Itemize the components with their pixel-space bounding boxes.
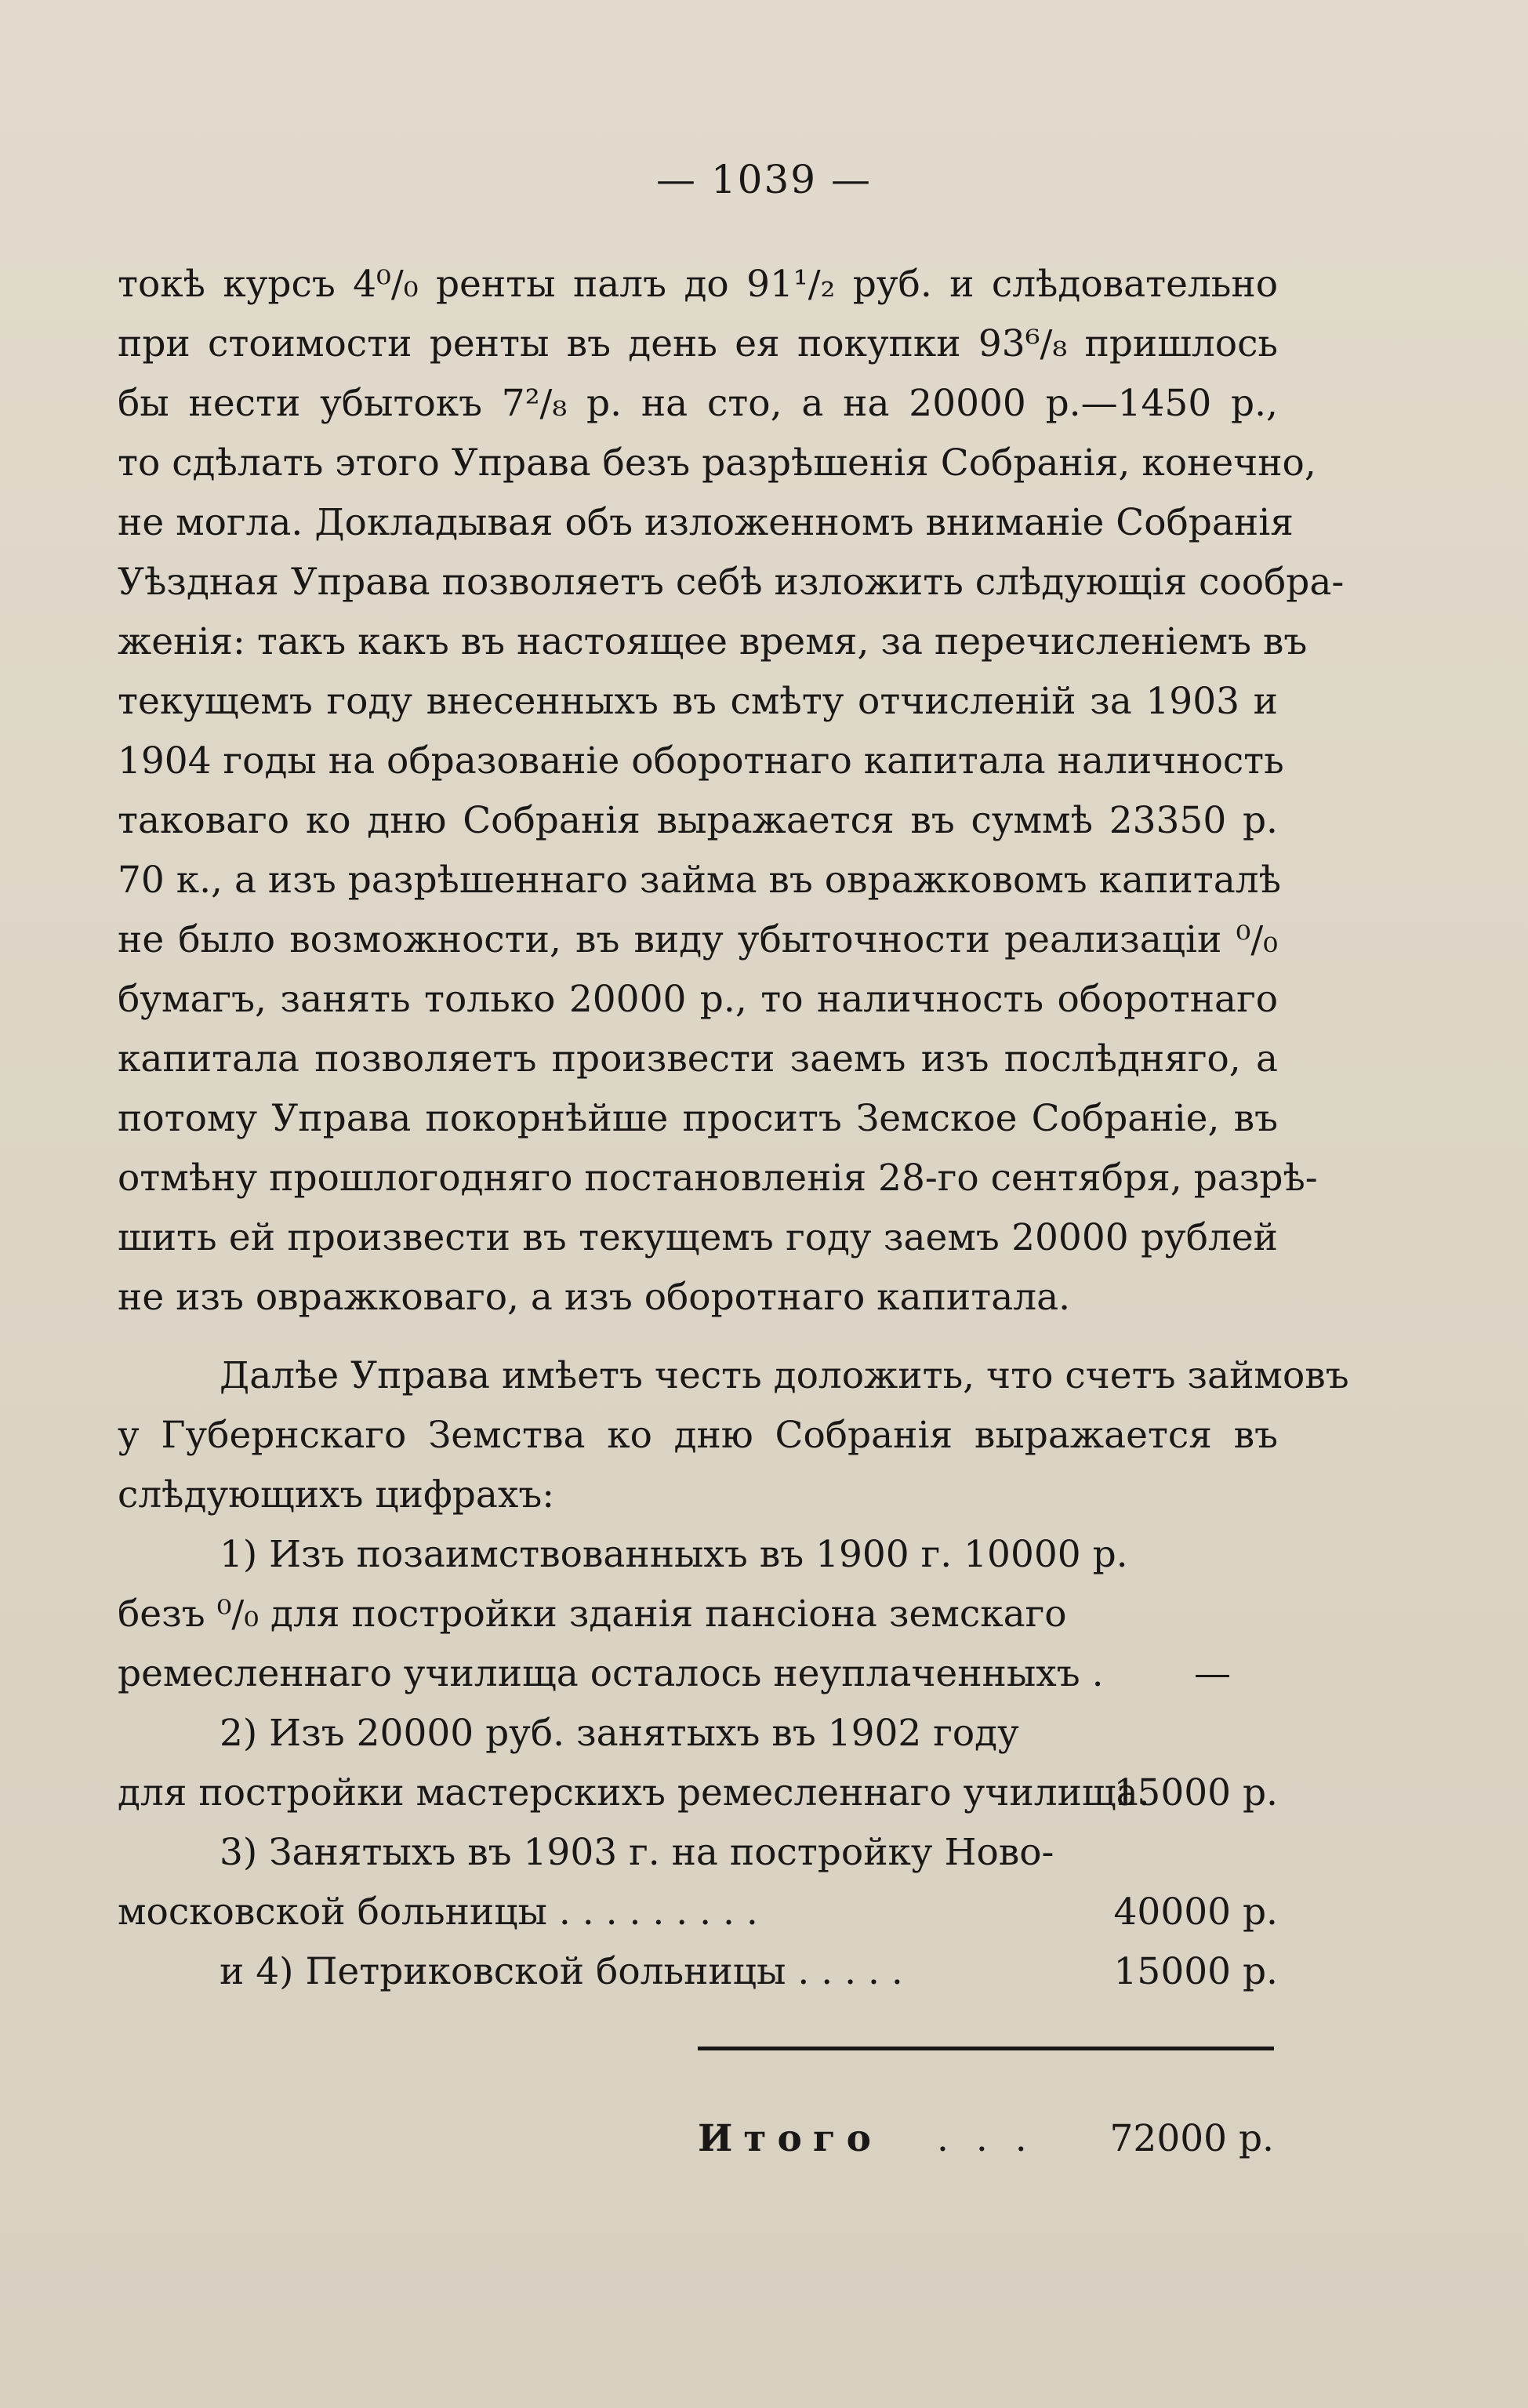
- item-1-line-c: ремесленнаго училища осталось неуплаченныхъ .: [118, 1652, 1104, 1695]
- total-dots: . . .: [937, 2117, 1035, 2160]
- item-1-line-b: безъ ⁰/₀ для постройки зданія пансіона земскаго: [118, 1593, 1067, 1636]
- paragraph1-line: не изъ овражковаго, а изъ оборотнаго капитала.: [118, 1276, 1071, 1319]
- paragraph1-line: таковаго ко дню Собранія выражается въ суммѣ 23350 р.: [118, 799, 1278, 842]
- paragraph2-line: у Губернскаго Земства ко дню Собранія выражается въ: [118, 1414, 1278, 1457]
- paragraph1-line: не могла. Докладывая объ изложенномъ вниманіе Собранія: [118, 501, 1294, 544]
- item-3-line-b: московской больницы . . . . . . . . .: [118, 1890, 758, 1934]
- item-1-line-a: 1) Изъ позаимствованныхъ въ 1900 г. 10000 р.: [220, 1533, 1128, 1576]
- total-amount: 72000 р.: [1109, 2117, 1274, 2160]
- total-row: [0, 2109, 1528, 2169]
- paragraph1-line: токѣ курсъ 4⁰/₀ ренты палъ до 91¹/₂ руб. и слѣдовательно: [118, 263, 1278, 306]
- item-2-amount: 15000 р.: [1113, 1771, 1278, 1814]
- paragraph1-line: 1904 годы на образованіе оборотнаго капитала наличность: [118, 739, 1284, 783]
- paragraph2-line: слѣдующихъ цифрахъ:: [118, 1473, 555, 1516]
- paragraph1-line: бы нести убытокъ 7²/₈ р. на сто, а на 20000 р.—1450 р.,: [118, 382, 1278, 425]
- paragraph1-line: отмѣну прошлогодняго постановленія 28-го сентября, разрѣ-: [118, 1157, 1318, 1200]
- paragraph1-line: потому Управа покорнѣйше проситъ Земское Собраніе, въ: [118, 1097, 1278, 1140]
- paragraph1-line: 70 к., а изъ разрѣшеннаго займа въ овражковомъ капиталѣ: [118, 859, 1281, 902]
- paragraph1-line: шить ей произвести въ текущемъ году заемъ 20000 рублей: [118, 1216, 1278, 1259]
- paragraph2-line: Далѣе Управа имѣетъ честь доложить, что счетъ займовъ: [220, 1354, 1349, 1397]
- paragraph1-line: Уѣздная Управа позволяетъ себѣ изложить слѣдующія сообра-: [118, 561, 1345, 604]
- paragraph1-line: текущемъ году внесенныхъ въ смѣту отчисленій за 1903 и: [118, 680, 1278, 723]
- paragraph1-line: при стоимости ренты въ день ея покупки 93⁶/₈ пришлось: [118, 322, 1278, 365]
- paragraph1-line: не было возможности, въ виду убыточности реализаціи ⁰/₀: [118, 918, 1278, 961]
- item-4-amount: 15000 р.: [1113, 1950, 1278, 1993]
- paragraph1-line: бумагъ, занять только 20000 р., то наличность оборотнаго: [118, 978, 1278, 1021]
- item-3-amount: 40000 р.: [1113, 1890, 1278, 1934]
- paragraph1-line: то сдѣлать этого Управа безъ разрѣшенія Собранія, конечно,: [118, 441, 1316, 485]
- page-number: — 1039 —: [655, 157, 873, 202]
- total-label: Итого: [698, 2117, 883, 2160]
- item-2-line-a: 2) Изъ 20000 руб. занятыхъ въ 1902 году: [220, 1712, 1019, 1755]
- sum-rule: [698, 2047, 1274, 2050]
- paragraph1-line: капитала позволяетъ произвести заемъ изъ послѣдняго, а: [118, 1037, 1278, 1081]
- item-4-line: и 4) Петриковской больницы . . . . .: [220, 1950, 903, 1993]
- item-1-amount: —: [1194, 1652, 1231, 1695]
- paragraph1-line: женія: такъ какъ въ настоящее время, за перечисленіемъ въ: [118, 620, 1308, 663]
- item-2-line-b: для постройки мастерскихъ ремесленнаго училища.: [118, 1771, 1150, 1814]
- item-3-line-a: 3) Занятыхъ въ 1903 г. на постройку Ново-: [220, 1831, 1054, 1874]
